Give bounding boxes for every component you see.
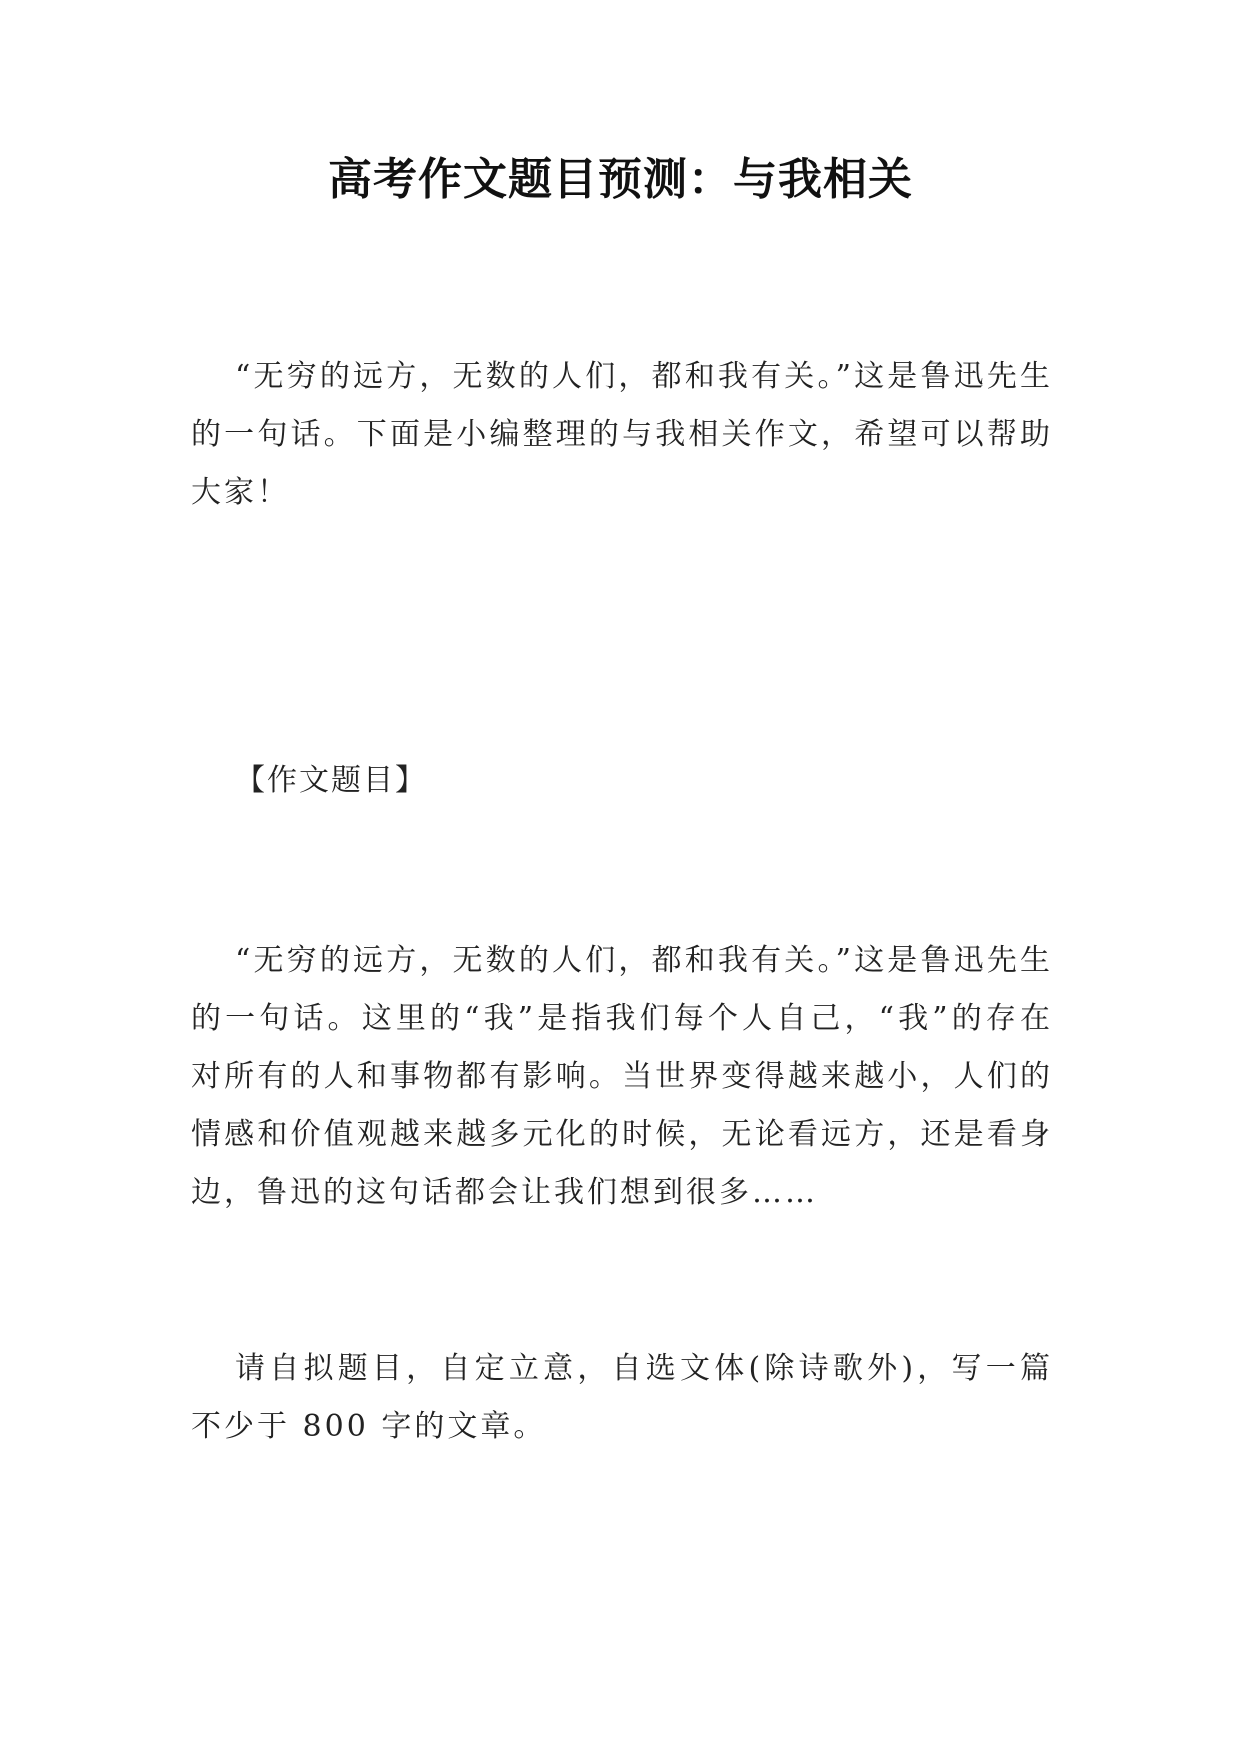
document-title: 高考作文题目预测：与我相关 [328,154,913,205]
intro-paragraph: “无穷的远方，无数的人们，都和我有关。”这是鲁迅先生的一句话。下面是小编整理的与我相关作文，希望可以帮助大家！ [191,359,1053,510]
task-paragraph: 请自拟题目，自定立意，自选文体(除诗歌外)，写一篇不少于 800 字的文章。 [191,1351,1053,1444]
section-heading: 【作文题目】 [235,763,427,798]
prompt-paragraph: “无穷的远方，无数的人们，都和我有关。”这是鲁迅先生的一句话。这里的“我”是指我们每个人自己，“我”的存在对所有的人和事物都有影响。当世界变得越来越小，人们的情感和价值观越来越多元化的时候，无论看远方，还是看身边，鲁迅的这句话都会让我们想到很多…… [191,943,1053,1210]
